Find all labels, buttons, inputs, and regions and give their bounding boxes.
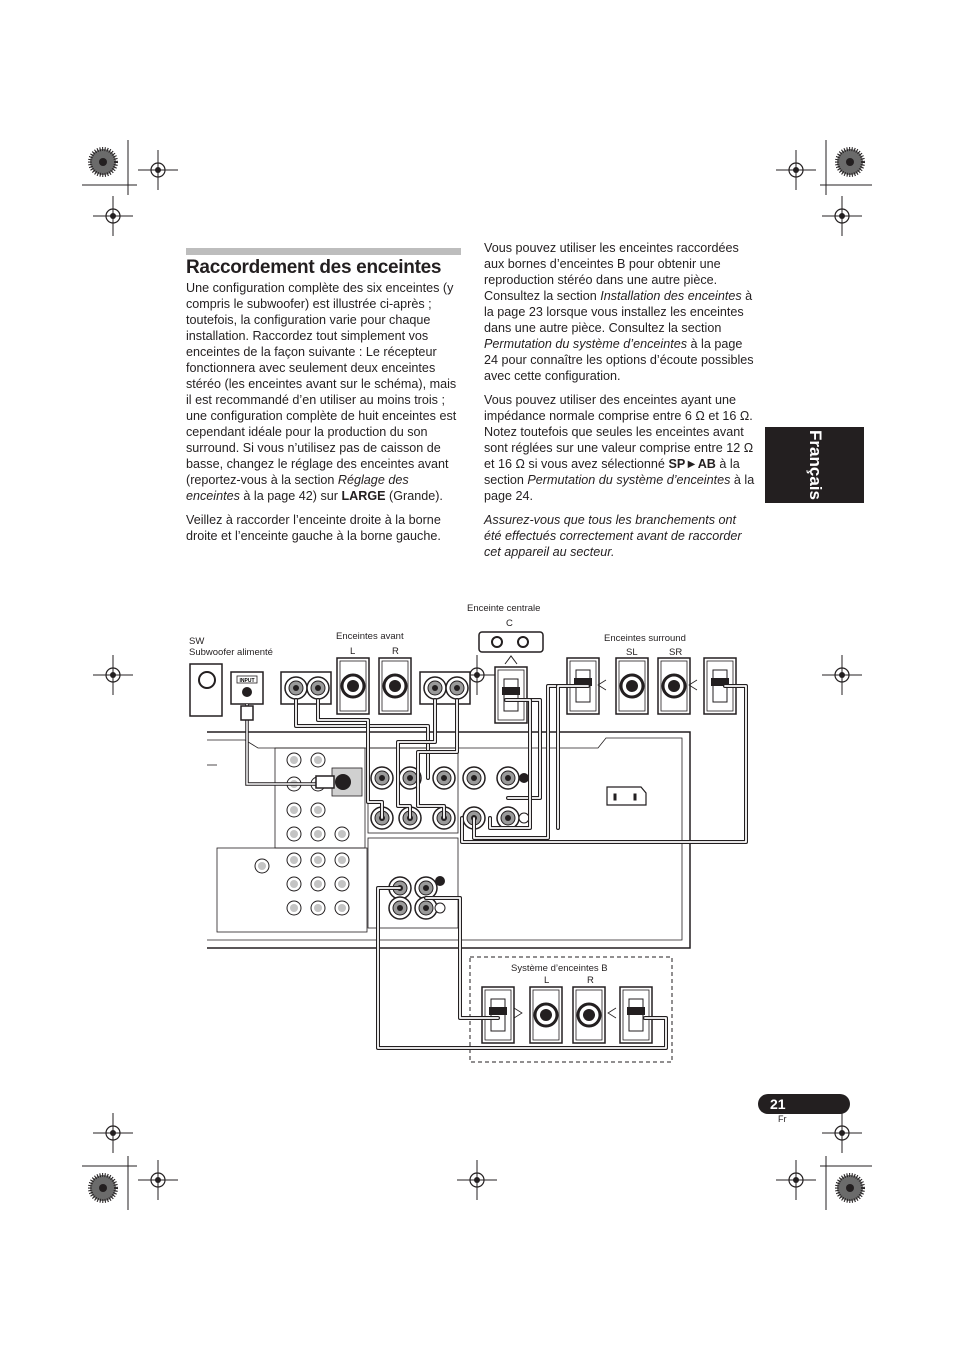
text-run: à la page 24. [484,473,755,503]
section-title: Raccordement des enceintes [186,257,442,278]
registration-mark [93,655,133,695]
registration-mark [822,655,862,695]
section-reference: Réglage des enceintes [186,473,409,503]
surround-left-speaker [616,658,648,714]
section-reference: Permutation du système d’enceintes [527,473,731,487]
page-number: 21 [770,1096,786,1112]
registration-mark [93,196,133,236]
registration-mark [822,1113,862,1153]
text-run: Notez toutefois que seules les enceintes avant sont réglées sur une valeur comprise entre 12 Ω et 16 Ω si vous avez sélectionné [484,425,754,471]
registration-mark [138,150,178,190]
speaker-b-left-terminal [482,987,514,1043]
color-burst-mark [837,1175,863,1201]
registration-mark [776,150,816,190]
registration-mark [457,1160,497,1200]
speaker-b-l-letter: L [544,975,550,986]
setting-value: SP►AB [668,457,716,471]
surround-sr-letter: SR [669,647,683,658]
color-burst-mark [90,149,116,175]
speaker-b-right [573,987,605,1043]
surround-speakers-label: Enceintes surround [604,633,686,644]
speaker-b-label: Système d’enceintes B [511,963,608,974]
language-tab-label: Français [805,430,825,500]
text-run: à la page 42) sur [239,489,342,503]
speaker-b-left [530,987,562,1043]
surround-right-speaker [658,658,690,714]
center-speaker-label: Enceinte centrale [467,603,541,614]
color-burst-mark [837,149,863,175]
text-run: à la page 24 pour connaître les options d’écoute possibles avec cette configuration. [484,337,754,383]
section-reference: Permutation du système d’enceintes [484,337,688,351]
page-language: Fr [778,1114,787,1124]
front-left-speaker [337,658,369,714]
front-speakers-label: Enceintes avant [336,631,404,642]
text-run: à la section [484,457,740,487]
registration-mark [138,1160,178,1200]
sw-label: SW [189,636,205,647]
registration-mark [93,1113,133,1153]
center-speaker-terminal [495,667,527,723]
text-run: Vous pouvez utiliser les enceintes raccordées aux bornes d’enceintes B pour obtenir une reproduction stéréo dans une autre pièce. Consultez la section [484,241,739,303]
surround-sl-letter: SL [626,647,638,658]
warning-note: Assurez-vous que tous les branchements ont été effectués correctement avant de raccorder cet appareil au secteur. [484,513,742,559]
left-paragraph-2: Veillez à raccorder l’enceinte droite à la borne droite et l’enceinte gauche à la borne gauche. [186,513,441,543]
registration-mark [822,196,862,236]
rca-jacks [255,753,351,915]
center-letter: C [506,618,513,629]
sw-input-text: INPUT [239,678,255,684]
text-run: Vous pouvez utiliser des enceintes ayant une impédance normale comprise entre 6 Ω et 16 Ω. [484,393,753,423]
section-reference: Installation des enceintes [600,289,742,303]
text-run: à la page 23 lorsque vous installez les enceintes dans une autre pièce. Consultez la section [484,289,753,335]
front-r-letter: R [392,646,399,657]
front-l-letter: L [350,646,356,657]
registration-mark [776,1160,816,1200]
text-run: (Grande). [385,489,443,503]
center-speaker-box [479,632,543,664]
sw-sublabel: Subwoofer alimenté [189,647,273,658]
text-run: Une configuration complète des six enceintes (y compris le subwoofer) est illustrée ci-après ; toutefois, la configuration varie pour chaque installation. Raccordez tout simplement vos enceintes de la façon suivante : Le récepteur fonctionnera avec seulement deux enceintes stéréo (les enceintes avant sur le schéma), mais il est recommandé d’en utiliser au moins trois ; une configuration complète de huit enceintes est cependant idéale pour la production du son surround. Si vous n’utilisez pas de caisson de basse, changez le réglage des enceintes avant (reportez-vous à la section [186,281,457,487]
speaker-b-r-letter: R [587,975,594,986]
speaker-cables [296,686,746,1048]
speaker-b-right-terminal [620,987,652,1043]
color-burst-mark [90,1175,116,1201]
front-right-speaker [379,658,411,714]
setting-value: LARGE [341,489,386,503]
